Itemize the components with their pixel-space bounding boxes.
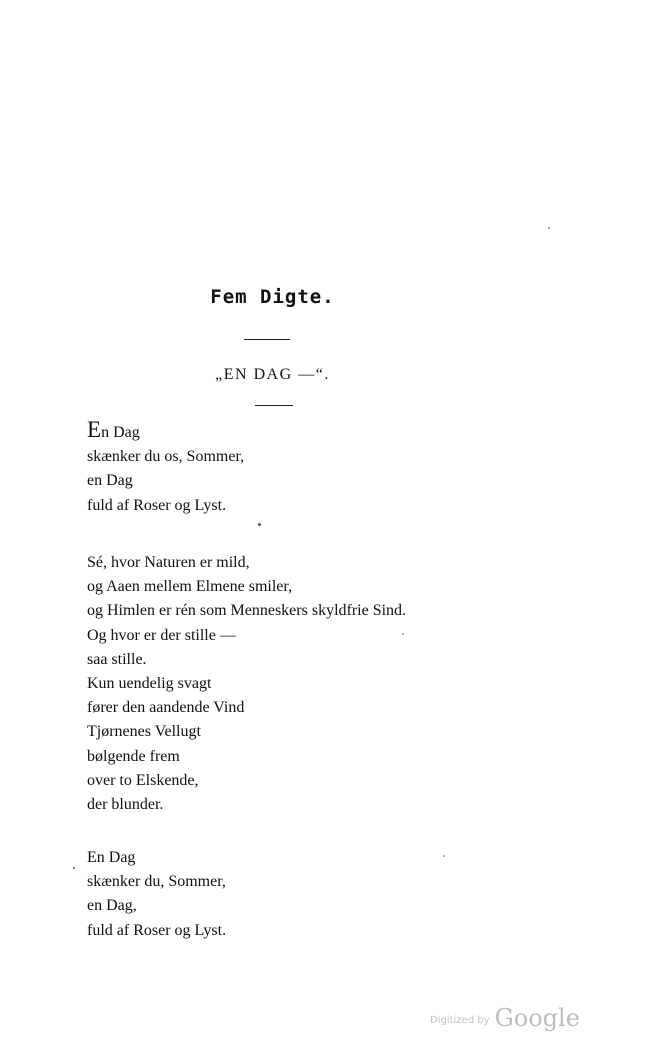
poem-line: fører den aandende Vind xyxy=(87,699,245,717)
poem-line: skænker du, Sommer, xyxy=(87,873,226,891)
google-logo: Google xyxy=(494,1004,580,1032)
poem-line xyxy=(87,418,244,445)
stanza-1 xyxy=(87,418,244,518)
poem-line: Kun uendelig svagt xyxy=(87,675,212,693)
poem-line: fuld af Roser og Lyst. xyxy=(87,496,227,514)
watermark-prefix: Digitized by xyxy=(430,1015,490,1026)
stanza-2 xyxy=(87,551,406,817)
poem-line: over to Elskende, xyxy=(87,771,199,789)
title-divider xyxy=(244,339,290,340)
poem-line: en Dag xyxy=(87,472,133,490)
poem-line: En Dag xyxy=(87,849,136,866)
poem-line: en Dag, xyxy=(87,897,137,915)
poem-line: Og hvor er der stille — xyxy=(87,626,236,644)
scan-speck xyxy=(258,523,261,526)
poem-line: Sé, hvor Naturen er mild, xyxy=(87,554,250,571)
poem-line: Tjørnenes Vellugt xyxy=(87,723,201,741)
scan-speck xyxy=(443,855,445,857)
poem-title-divider xyxy=(255,405,293,406)
drop-cap: E xyxy=(87,417,102,442)
digitized-watermark xyxy=(430,1004,580,1032)
poem-title: „EN DAG —“. xyxy=(215,366,330,383)
poem-line: der blunder. xyxy=(87,796,164,814)
poem-line: saa stille. xyxy=(87,650,147,668)
scan-speck xyxy=(402,633,404,635)
first-line-text: n Dag xyxy=(101,424,140,441)
poem-line: og Himlen er rén som Menneskers skyldfrie Sind. xyxy=(87,602,407,620)
poem-line: fuld af Roser og Lyst. xyxy=(87,921,227,939)
poem-line: bølgende frem xyxy=(87,747,180,765)
stanza-3 xyxy=(87,846,226,943)
poem-line: og Aaen mellem Elmene smiler, xyxy=(87,578,293,596)
poem-line: skænker du os, Sommer, xyxy=(87,448,245,466)
scan-speck xyxy=(73,867,75,869)
scan-speck xyxy=(548,227,550,229)
collection-title: Fem Digte. xyxy=(210,286,335,308)
